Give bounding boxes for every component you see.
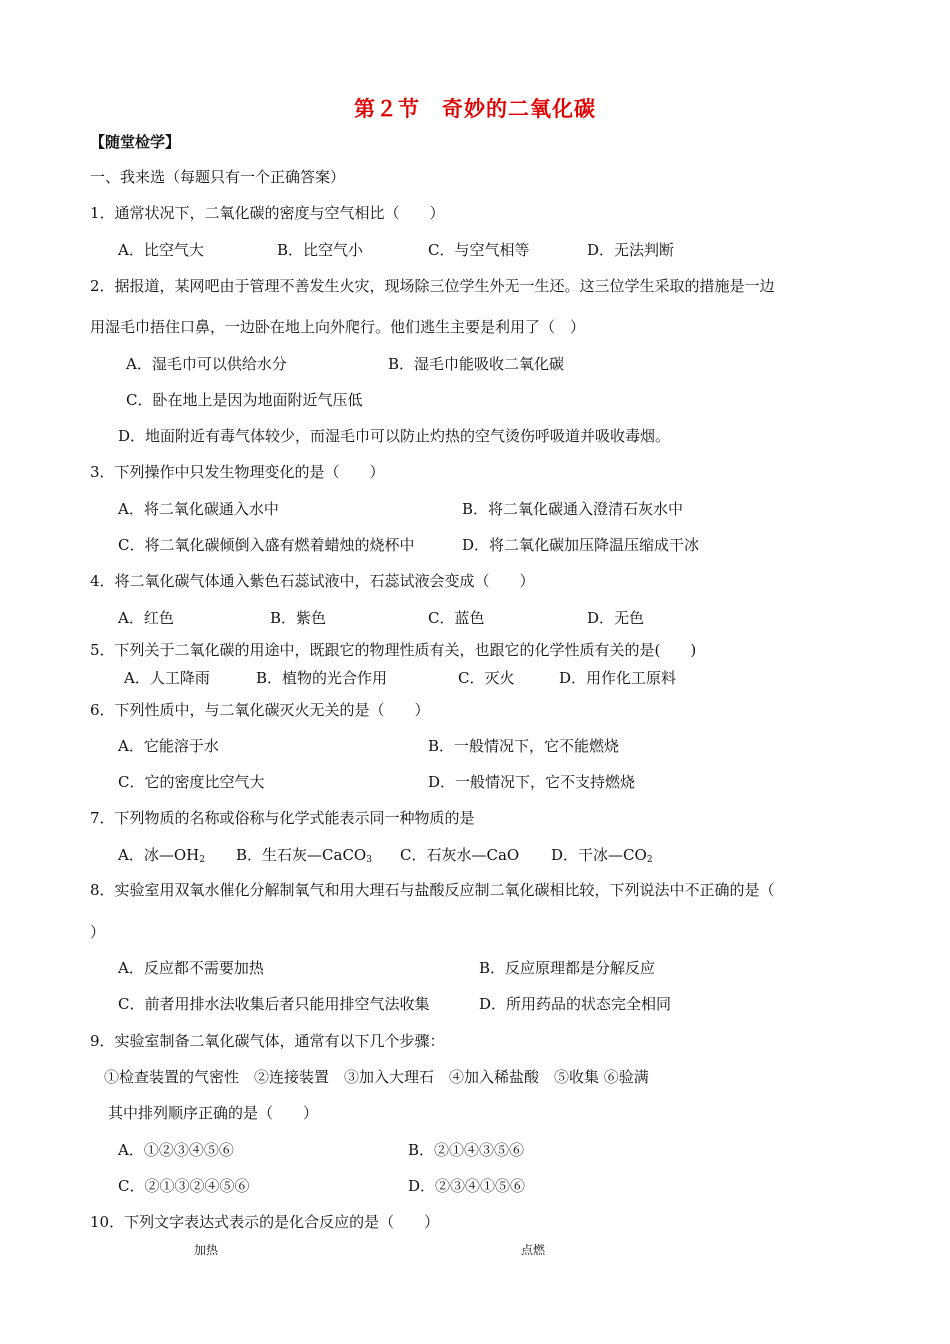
question-5-option-b: B．植物的光合作用 (256, 669, 388, 687)
question-7-option-d: D．干冰$—CO_2$ (551, 846, 653, 865)
question-2-option-a: A．湿毛巾可以供给水分 (126, 355, 287, 373)
section-heading: 【随堂检学】 (90, 133, 181, 151)
question-5-stem: 5．下列关于二氧化碳的用途中，既跟它的物理性质有关，也跟它的化学性质有关的是( ) (90, 641, 697, 659)
question-3-option-b: B．将二氧化碳通入澄清石灰水中 (462, 500, 684, 518)
question-7-option-c: C．石灰水—CaO (400, 846, 520, 864)
question-9-option-d: D．②③④①⑤⑥ (408, 1177, 526, 1195)
question-6-option-c: C．它的密度比空气大 (118, 773, 265, 791)
question-7-option-a: A．冰$—OH_2$ (118, 846, 205, 865)
question-8-option-b: B．反应原理都是分解反应 (479, 959, 656, 977)
question-2-option-d: D．地面附近有毒气体较少，而湿毛巾可以防止灼热的空气烫伤呼吸道并吸收毒烟。 (118, 427, 671, 445)
question-1-option-a: A．比空气大 (118, 241, 204, 259)
question-8-option-a: A．反应都不需要加热 (118, 959, 264, 977)
question-9-steps: ①检查装置的气密性 ②连接装置 ③加入大理石 ④加入稀盐酸 ⑤收集 ⑥验满 (104, 1068, 649, 1086)
question-4-option-a: A．红色 (118, 609, 174, 627)
question-9-option-b: B．②①④③⑤⑥ (408, 1141, 525, 1159)
question-5-option-d: D．用作化工原料 (559, 669, 677, 687)
question-1-stem: 1．通常状况下，二氧化碳的密度与空气相比（ ） (90, 204, 445, 222)
question-9-option-a: A．①②③④⑤⑥ (118, 1141, 234, 1159)
question-8-option-c: C．前者用排水法收集后者只能用排空气法收集 (118, 995, 430, 1013)
question-4-stem: 4．将二氧化碳气体通入紫色石蕊试液中，石蕊试液会变成（ ） (90, 572, 535, 590)
question-4-option-d: D．无色 (587, 609, 645, 627)
part-heading: 一、我来选（每题只有一个正确答案） (90, 168, 346, 186)
question-3-stem: 3．下列操作中只发生物理变化的是（ ） (90, 463, 385, 481)
question-5-option-c: C．灭火 (458, 669, 515, 687)
question-4-option-b: B．紫色 (270, 609, 327, 627)
question-1-option-b: B．比空气小 (277, 241, 364, 259)
question-6-option-d: D．一般情况下，它不支持燃烧 (428, 773, 636, 791)
reaction-condition-ignition: 点燃 (521, 1243, 546, 1257)
question-7-stem: 7．下列物质的名称或俗称与化学式能表示同一种物质的是 (90, 809, 475, 827)
question-1-option-d: D．无法判断 (587, 241, 675, 259)
question-8-option-d: D．所用药品的状态完全相同 (479, 995, 672, 1013)
question-9-subquestion: 其中排列顺序正确的是（ ） (108, 1104, 319, 1122)
question-3-option-a: A．将二氧化碳通入水中 (118, 500, 279, 518)
question-10-stem: 10．下列文字表达式表示的是化合反应的是（ ） (90, 1213, 440, 1231)
question-2-stem-line-2: 用湿毛巾捂住口鼻，一边卧在地上向外爬行。他们逃生主要是利用了（ ） (90, 318, 586, 336)
question-1-option-c: C．与空气相等 (428, 241, 530, 259)
question-3-option-c: C．将二氧化碳倾倒入盛有燃着蜡烛的烧杯中 (118, 536, 415, 554)
question-3-option-d: D．将二氧化碳加压降温压缩成干冰 (462, 536, 700, 554)
question-6-stem: 6．下列性质中，与二氧化碳灭火无关的是（ ） (90, 701, 430, 719)
question-9-stem: 9．实验室制备二氧化碳气体，通常有以下几个步骤： (90, 1032, 445, 1050)
page-title: 第２节 奇妙的二氧化碳 (354, 97, 596, 121)
question-6-option-a: A．它能溶于水 (118, 737, 219, 755)
question-4-option-c: C．蓝色 (428, 609, 485, 627)
reaction-condition-heating: 加热 (194, 1243, 219, 1257)
question-5-option-a: A．人工降雨 (124, 669, 210, 687)
question-8-stem-line-2: ） (90, 923, 106, 941)
question-2-option-b: B．湿毛巾能吸收二氧化碳 (388, 355, 565, 373)
question-2-stem-line-1: 2．据报道，某网吧由于管理不善发生火灾，现场除三位学生外无一生还。这三位学生采取的措施是一边 (90, 277, 775, 295)
question-7-option-b: B．生石灰—CaCO$_3$ (236, 846, 372, 865)
question-8-stem-line-1: 8．实验室用双氧水催化分解制氧气和用大理石与盐酸反应制二氧化碳相比较，下列说法中不正确的是（ (90, 881, 775, 899)
question-9-option-c: C．②①③②④⑤⑥ (118, 1177, 250, 1195)
question-2-option-c: C．卧在地上是因为地面附近气压低 (126, 391, 363, 409)
question-6-option-b: B．一般情况下，它不能燃烧 (428, 737, 620, 755)
